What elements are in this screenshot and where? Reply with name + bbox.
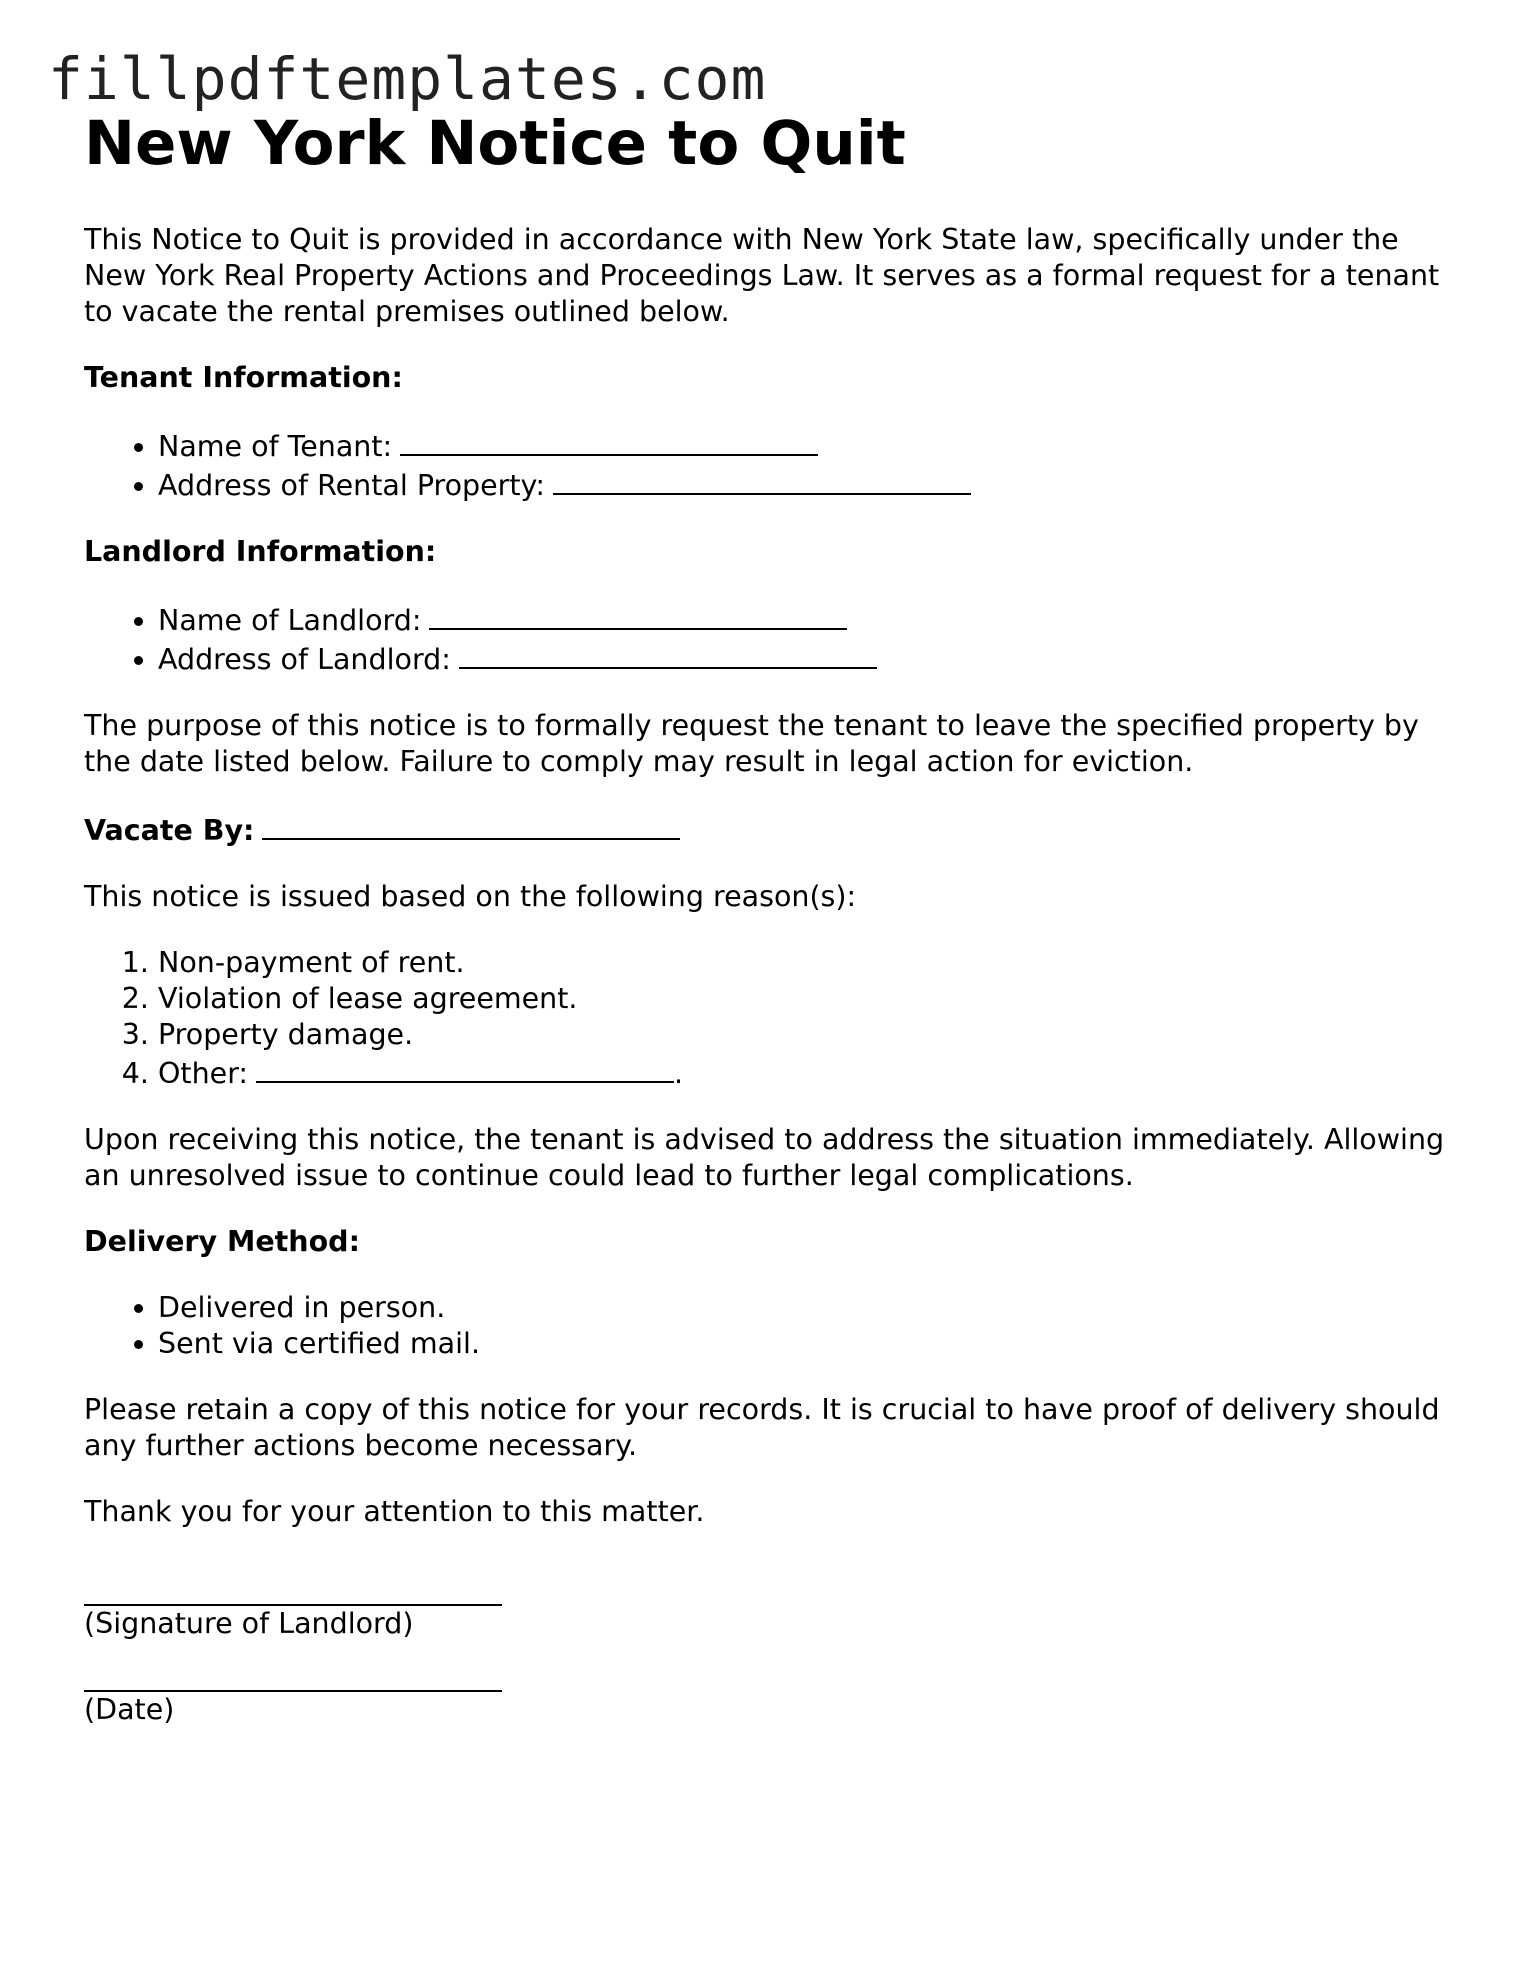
landlord-name-label: Name of Landlord: <box>158 604 422 637</box>
tenant-fields-list <box>84 426 1454 504</box>
intro-paragraph: This Notice to Quit is provided in accordance with New York State law, specifically under the New York Real Property Actions and Proceedings Law. It serves as a formal request for a tenant to vacate the rental premises outlined below. <box>84 223 1440 328</box>
tenant-name-field <box>158 426 1454 465</box>
reason-other-blank[interactable] <box>256 1053 674 1083</box>
tenant-name-label: Name of Tenant: <box>158 430 393 463</box>
reasons-intro: This notice is issued based on the following reason(s): <box>84 880 857 913</box>
vacate-by-field <box>84 810 1454 849</box>
reason-item: 2. Violation of lease agreement. <box>158 981 1454 1017</box>
purpose-paragraph: The purpose of this notice is to formally request the tenant to leave the specified property by the date listed below. Failure to comply may result in legal action for eviction. <box>84 709 1419 778</box>
landlord-fields-list <box>84 600 1454 678</box>
document-page <box>84 108 1454 1728</box>
reason-item: 1. Non-payment of rent. <box>158 945 1454 981</box>
date-line[interactable] <box>84 1656 502 1692</box>
tenant-name-blank[interactable] <box>400 426 818 456</box>
landlord-address-label: Address of Landlord: <box>158 643 451 676</box>
signature-caption: (Signature of Landlord) <box>84 1607 414 1640</box>
landlord-name-field <box>158 600 1454 639</box>
rental-address-field <box>158 465 1454 504</box>
tenant-heading: Tenant Information: <box>84 361 403 394</box>
landlord-name-blank[interactable] <box>429 600 847 630</box>
advice-paragraph: Upon receiving this notice, the tenant is advised to address the situation immediately. Allowing an unresolved issue to continue could lead to further legal complications. <box>84 1123 1445 1192</box>
signature-line[interactable] <box>84 1570 502 1606</box>
watermark: fillpdftemplates.com <box>48 45 767 113</box>
landlord-heading: Landlord Information: <box>84 535 437 568</box>
reasons-list <box>84 945 1454 1092</box>
rental-address-blank[interactable] <box>553 465 971 495</box>
delivery-methods-list <box>84 1290 1454 1362</box>
vacate-by-label: Vacate By: <box>84 814 255 847</box>
landlord-address-field <box>158 639 1454 678</box>
date-caption: (Date) <box>84 1693 175 1726</box>
thanks-paragraph: Thank you for your attention to this matter. <box>84 1495 705 1528</box>
delivery-method-item: • Delivered in person. <box>158 1290 1454 1326</box>
retain-paragraph: Please retain a copy of this notice for your records. It is crucial to have proof of delivery should any further actions become necessary. <box>84 1393 1440 1462</box>
delivery-heading: Delivery Method: <box>84 1225 360 1258</box>
reason-item: 3. Property damage. <box>158 1017 1454 1053</box>
landlord-address-blank[interactable] <box>459 639 877 669</box>
signature-block <box>84 1570 1454 1728</box>
rental-address-label: Address of Rental Property: <box>158 469 545 502</box>
reason-other-label: Other: <box>158 1057 249 1090</box>
reason-item-other <box>158 1053 1454 1092</box>
delivery-method-item: • Sent via certified mail. <box>158 1326 1454 1362</box>
vacate-by-blank[interactable] <box>262 810 680 840</box>
document-title: New York Notice to Quit <box>84 108 906 179</box>
reason-other-suffix: . <box>674 1057 684 1090</box>
